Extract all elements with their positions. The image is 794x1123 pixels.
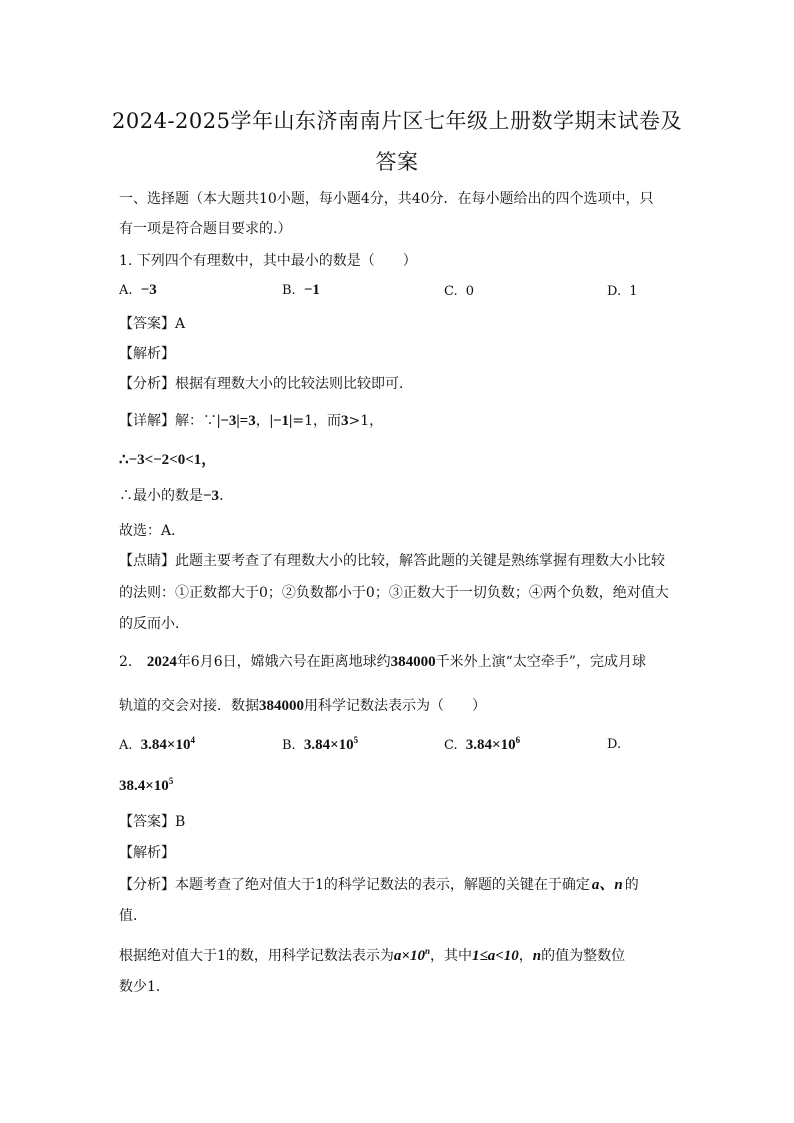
- option-letter: A.: [119, 283, 133, 298]
- option-value: −3: [140, 282, 157, 298]
- section-heading-line2: 有一项是符合题目要求的.）: [119, 221, 292, 237]
- q1-option-b: [282, 282, 320, 299]
- detail-gt1: >1，: [348, 413, 384, 429]
- detail-comma: ，: [255, 413, 270, 429]
- q2-number-384000: 384000: [259, 698, 304, 714]
- q1-dianjing-line3: 的反而小．: [119, 616, 189, 632]
- option-base: 38.4×10: [119, 778, 169, 794]
- q1-smallest: [119, 485, 233, 505]
- option-letter: B.: [282, 738, 296, 753]
- q2-analysis-heading: 【解析】: [119, 845, 175, 861]
- option-exponent: 6: [515, 735, 521, 745]
- rule-text-c: ，: [518, 948, 533, 964]
- document-title-line2: 答案: [375, 150, 419, 174]
- q2-fenxi-line1: [119, 873, 639, 894]
- q2-fenxi-text: 【分析】本题考查了绝对值大于1的科学记数法的表示，解题的关键在于确定: [119, 877, 590, 893]
- rule-text-d: 的值为整数位: [541, 948, 626, 964]
- detail-prefix: 【详解】解：∵: [119, 413, 217, 429]
- option-value: 0: [465, 284, 475, 299]
- q1-fenxi: 【分析】根据有理数大小的比较法则比较即可．: [119, 376, 413, 392]
- q2-year: 2024: [146, 654, 177, 670]
- option-value: 1: [629, 284, 638, 299]
- option-value: [466, 737, 520, 753]
- detail-and: ，而: [313, 413, 341, 429]
- option-letter: D.: [607, 284, 622, 299]
- q1-option-c: [444, 284, 474, 299]
- q2-stem-line2: [119, 695, 486, 715]
- q2-option-c: [444, 735, 520, 754]
- q1-detail: [119, 410, 383, 430]
- q1-option-a: [119, 282, 157, 299]
- rule-form: [394, 948, 430, 964]
- section-heading-line1: 一、选择题（本大题共10小题，每小题4分，共40分．在每小题给出的四个选项中，只: [119, 191, 654, 207]
- q2-option-b: [282, 735, 358, 754]
- smallest-value: −3: [203, 488, 220, 504]
- detail-abs-neg1: |−1|: [269, 413, 293, 429]
- q2-option-d-letter: D.: [607, 737, 622, 752]
- detail-eq1: =1: [292, 413, 313, 429]
- rule-inequality: 1≤a<10: [471, 948, 519, 964]
- q2-text-b: 千米外上演“太空牵手”，完成月球: [435, 654, 646, 670]
- option-base: 3.84×10: [140, 737, 191, 753]
- q1-choose: 故选：A．: [119, 523, 186, 539]
- q1-analysis-heading: 【解析】: [119, 346, 175, 362]
- q2-rule-line2: 数少1．: [119, 979, 170, 995]
- option-letter: A.: [119, 738, 133, 753]
- option-exponent: 5: [168, 776, 174, 786]
- option-value: −1: [303, 282, 320, 298]
- rule-form-exponent: n: [424, 946, 430, 956]
- q1-dianjing-line2: 的法则：①正数都大于0；②负数都小于0；③正数大于一切负数；④两个负数，绝对值大: [119, 585, 669, 601]
- option-base: 3.84×10: [303, 737, 354, 753]
- q2-distance: 384000: [390, 654, 436, 670]
- q1-answer: 【答案】A: [119, 316, 186, 332]
- document-title-line1: 2024-2025学年山东济南南片区七年级上册数学期末试卷及: [112, 109, 682, 133]
- q2-number: 2.: [119, 654, 133, 670]
- q2-fenxi-line2: 值．: [119, 908, 147, 924]
- q1-dianjing-line1: 【点睛】此题主要考查了有理数大小的比较，解答此题的关键是熟练掌握有理数大小比较: [119, 553, 665, 569]
- q2-text-a: 年6月6日，嫦娥六号在距离地球约: [176, 654, 391, 670]
- rule-form-base: a×10: [393, 948, 425, 964]
- option-value: [141, 737, 195, 753]
- q1-stem: 1. 下列四个有理数中，其中最小的数是（ ）: [119, 253, 417, 269]
- inequality-chain: ∴−3<−2<0<1，: [119, 452, 217, 468]
- q1-option-d: [607, 284, 638, 299]
- q2-text-c: 轨道的交会对接．数据: [119, 698, 259, 714]
- q2-fenxi-vars: a、n: [591, 877, 623, 893]
- option-exponent: 5: [353, 735, 359, 745]
- q2-option-d-value: [119, 776, 173, 795]
- detail-three: 3: [341, 413, 349, 429]
- option-exponent: 4: [190, 735, 195, 745]
- rule-text-a: 根据绝对值大于1的数，用科学记数法表示为: [119, 948, 394, 964]
- option-letter: B.: [282, 283, 296, 298]
- option-letter: C.: [444, 284, 458, 299]
- rule-n: n: [532, 948, 542, 964]
- smallest-prefix: ∴最小的数是: [119, 488, 203, 504]
- option-value: [304, 737, 358, 753]
- q2-option-a: [119, 735, 195, 754]
- q2-stem-line1: [119, 651, 646, 671]
- option-letter: C.: [444, 738, 458, 753]
- q2-rule-line1: [119, 945, 625, 965]
- smallest-end: ．: [219, 488, 234, 504]
- option-base: 3.84×10: [465, 737, 516, 753]
- q1-chain: [119, 448, 216, 469]
- q2-fenxi-de: 的: [624, 877, 639, 893]
- q2-text-d: 用科学记数法表示为（ ）: [304, 698, 486, 714]
- q2-answer: 【答案】B: [119, 814, 186, 830]
- detail-abs-neg3: |−3|=3: [217, 413, 256, 429]
- rule-text-b: ，其中: [429, 948, 472, 964]
